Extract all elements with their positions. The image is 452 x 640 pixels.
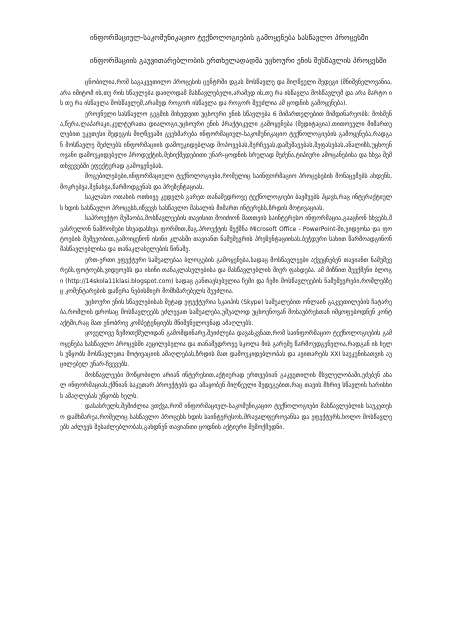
body-paragraph: მოგებილებები,ინფორმაციული ტექნოლოგიები,რომელიც საინფორმაციო პროცესების მონაცემებს ახდენს,მოკრებვა,შენახვა,წარმოდგენას და პრეზენტაციას. [60, 174, 392, 191]
body-paragraph: საკლასო ოთახის ოთხივე კედელს გარეთ თანამედროვე ტექნოლოგიები ბავშვებს ჰყავს,რაც ინტერაქტიულს ხდის სასწავლო პროცესს,იწვევს სასწავლო მასალის მიმართ ინტერესს,ზრდის მოტივაციას. [60, 195, 392, 212]
body-paragraph: ერთ-ერთი ეფექტური საშუალებაა ბლოგების გამოყენება,სადაც მოსწავლეები აქვეყნებენ თავიანთ ნამუშევრებს,ფოტოებს,ვიდეოებს და ისინი თანაკლასელებისა და მასწავლებლის მიერ ფასდება. ამ მიზნით შევქმენი ბლოგი (http://14skola11klasi.blogspot.com) სადაც განთავსებულია ჩემი და ჩემი მოსწავლეების ნამუშევრები,რომლებზეც კომენტარების დაწერა ნებისმიერ მომხმარებელს შეუძლია. [60, 257, 392, 296]
document-subtitle: ინფორმაციის გაუვითარებლობის ერთხელადადმა უცხოური ენის შესწავლის პროცესში [90, 55, 387, 65]
body-paragraph: ცნობილია,რომ საგაკვეთილო პროცესის ცენტრში დგას მოსწავლე და მიღწეული შედეგი (მნიშვნელოვანია,არა იმიტომ ის,თუ რის სწავლება დაიღოდამ მასწავლებელი,არამედ ის,თუ რა ისწავლა მოსწავლემ და არა მარტო ის თუ რა ისწავლა მოსწავლემ,არამედ როგორ ისწავლა და როგორ შეუძლია ამ ცოდნის გამოყენება). [60, 80, 392, 108]
document-body [60, 78, 392, 433]
body-paragraph: უცხოური ენის სწავლებისას მეტად ეფექტურია სკაიპის (Skype) საშუალებით ონლაინ გაკვეთილების ჩატარება,რომლის დროსაც მოსწავლეებს ეძლევათ საშუალება,უშუალოდ უცხოენოვან მოსაუბრესთან იმყოფებოდნენ კონტაქტში,რაც მათ ენობრივ კომპეტენციებს მნიშვნელოვნად ამაღლებს. [60, 299, 392, 327]
body-paragraph: საპროექტო მუშაობა,მოსწავლეების თავისით მოიძიონ მათთვის საინტერესო ინფორმაცია,გააცნონ სხვებს,შეასრულონ ნაშრომები სხვადასხვა ფორმით,მაგ.პროექტის შექმნა Microsoft Office - PowerPoint-ში,ვიდეოსა და ფოტოების მეშვეობით,გამოიყენონ ისინი კლასში თავიანთ ნამუშევრის პრეზენტაციისას,ბეჭდური სახით წარმოადგინონ მასწავლებლისა და თანაკლასელების წინაშე. [60, 216, 392, 254]
body-paragraph: ეროვნული სასწავლო გეგმის მიხედვით უცხოური ენის სწავლება 6 მიმართულებით მიმდინარეობს: მოსმენა,წერა,ლაპარაკი,კულტურათა დიალოგი,უცხოური ენის პრაქტიკული გამოყენება (მედიტაცია).თითოეული მიმართულებით უკეთესი შედეგის მიღწევაში გვეხმარება ინფორმაციულ-საკომუნიკაციო ტექნოლოგიების გამოყენება,რადგან მოსწავლე შეძლებს ინფორმაციის დამოუკიდებლად მოპოვებას,შერჩევას,დამუშავებას,შეფასებას,ანალიზს,უცხოენოვანი დამოუკიდებელი პროდუქტის,მეხიქშედებითი უნარ-ცოდნის სრულად შეძენა,ტიპიური ამოცანებისა და სხვა შემთხვევებში ეფექტურად გამოყენებას. [60, 111, 392, 170]
body-paragraph: დასასრულს,შემიძლია ვთქვა,რომ ინფორმაციულ-საკომუნიკაციო ტექნოლოგიები მასწავლებლის საუკეთესო დამხმარეა,რომელიც სასწავლო პროცესს ხდის საინტერესოს,მრავალფეროვანსა და ეფექტურს,ხოლო მოსწავლეებს აძლევს შესაძლებლობას,გახდნენ თავიანთი ცოდნის აქტიური შემოქმედნი. [60, 404, 392, 432]
document-title: ინფორმაციულ-საკომუნიკაციო ტექნოლოგიების გამოყენება სასწავლო პროცესში [90, 33, 369, 42]
body-paragraph: ყოველივე ზემოთქმულიდან გამომდინარე,შეიძლება დავასკვნათ,რომ საინფორმაციო ტექნოლოგიების გამოყენება სასწავლო პროცესში აუცილებელია და თანამედროვე სკოლა მის გარეშე წარმოუდგენელია,რადგან ის ხელს უწყობს მოსწავლეთა მოტივაციის ამაღლებას,ზრდის მათ დამოუკიდებლობას და ავითარებს XXI საუკუნისათვის აუცილებელ უნარ-ჩვევებს. [60, 331, 392, 369]
body-paragraph: მოსწავლეები მოწყობილი არიან ინტერესით,აქტიურად ერთვებიან გაკვეთილის მსვლელობაში,ეძებენ ახალ ინფორმაციას,ქმნიან საკუთარ პროექტებს და ამაყობენ მიღწეული შედეგებით,რაც თავის მხრივ სწავლის ხარისხის ამაღლებას უწყობს ხელს. [60, 372, 392, 400]
